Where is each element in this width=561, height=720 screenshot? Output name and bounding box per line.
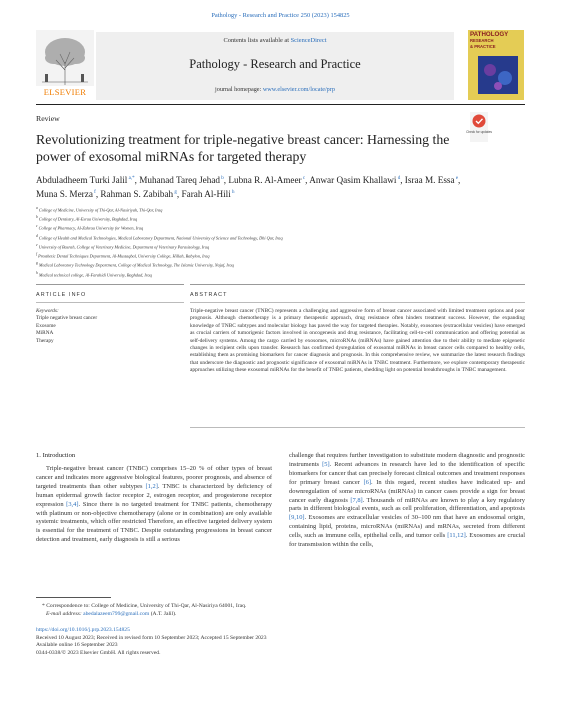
article-info-rule [36, 284, 184, 285]
homepage-prefix: journal homepage: [215, 86, 263, 93]
contents-line [96, 37, 454, 44]
publisher-logo-text: ELSEVIER [43, 87, 87, 97]
author-name: Muna S. Merza [36, 188, 93, 199]
keyword-item: Triple negative breast cancer [36, 315, 98, 322]
affiliation-sup: d [36, 233, 38, 238]
keyword-item: Exosome [36, 322, 56, 329]
citation-link[interactable]: [6] [363, 478, 371, 486]
received-dates: Received 10 August 2023; Received in revised form 10 September 2023; Accepted 15 September 2023 [36, 634, 267, 641]
author-affiliation-sup[interactable]: f [92, 189, 96, 195]
body-text: . Thousands of miRNAs are known to play a key regulatory parts in different biological events, such as cell proliferation, differentiation, and apoptosis [289, 496, 525, 513]
author-name: Israa M. Essa [404, 175, 455, 186]
homepage-link[interactable]: www.elsevier.com/locate/prp [262, 86, 335, 93]
correspondence-footnote [36, 603, 516, 618]
affiliation-list [36, 205, 516, 279]
email-suffix: (A.T. Jalil). [149, 610, 177, 617]
author-affiliation-sup[interactable]: h [230, 189, 235, 195]
body-text: . TNBC is characterized by deficiency of human epidermal growth factor receptor 2, estrogen receptor, and progesterone receptor expression [36, 482, 272, 508]
intro-column-left [36, 465, 272, 545]
author-item[interactable] [139, 175, 224, 185]
author-item[interactable] [228, 175, 305, 185]
body-text: . Exosomes are extracellular vesicles of 30–100 nm that have an endosomal origin, containing lipid, proteins, microRNAs (miRNAs) and mRNAs, secreted from different cells, such as immune cells, epithelial cells, and tumor cells [289, 514, 525, 540]
author-affiliation-sup[interactable]: g [173, 189, 177, 195]
affiliation-text: Medical technical college, Al-Farahidi University, Baghdad, Iraq [37, 271, 152, 277]
author-name: Lubna R. Al-Ameer [228, 175, 302, 186]
abstract-bottom-rule [190, 427, 525, 428]
contents-prefix: Contents lists available at [223, 37, 291, 44]
author-name: Abduladheem Turki Jalil [36, 175, 128, 186]
body-text: . Since there is no targeted treatment for TNBC patients, chemotherapy with platinum or non-objective chemotherapy (alone or in combination) are only available systemic treatments, which offer restricted Therefore, an effective targeted delivery system is essential for the treatment of TNBC. Despite outstanding progressions in breast cancer detection and treatment, early diagnosis is still a serious [36, 500, 272, 544]
author-affiliation-sup[interactable]: a,* [127, 176, 135, 181]
author-list: Abduladheem Turki Jalil $^{a,*}$, Muhanad Tareq Jehad $^b$, Lubna R. Al-Ameer $^c$, Anwar Qasim Khallawi $^d$, Israa M. Essa $^e$, Muna S. Merza $^f$, Rahman S. Zabibah $^g$, Farah Al-Hili $^h$ [36, 175, 461, 199]
affiliation-text: College of Pharmacy, Al-Zahraa University for Women, Iraq [37, 225, 144, 231]
affiliation-item [36, 233, 516, 242]
author-affiliation-sup[interactable]: d [396, 176, 401, 181]
body-text: challenge that requires further investigation to substitute modern diagnostic and prognostic instruments [289, 452, 525, 468]
cover-title-line-1: PATHOLOGY [470, 31, 509, 38]
affiliation-item [36, 260, 516, 269]
citation-link[interactable]: [9,10] [289, 514, 305, 522]
author-affiliation-sup[interactable]: b [220, 176, 224, 181]
affiliation-sup: f [36, 252, 37, 257]
email-link[interactable]: abedalazeem799@gmail.com [83, 610, 150, 617]
affiliation-item [36, 223, 516, 232]
affiliation-text: Prosthetic Dental Techniques Department, Al-Mustaqbal, University College, Hillah, Babylon, Iraq [37, 253, 210, 259]
homepage-line [96, 86, 454, 93]
affiliation-text: College of Dentistry, Al-Esraa University, Baghdad, Iraq [37, 216, 138, 222]
sciencedirect-link[interactable]: ScienceDirect [290, 37, 327, 44]
affiliation-text: College of Health and Medical Technologies, Medical Laboratory Department, National University of Science and Technology, Dhi Qar, Iraq [37, 235, 283, 241]
author-name: Farah Al-Hili [181, 188, 231, 199]
affiliation-sup: c [36, 224, 38, 229]
author-item[interactable] [36, 175, 135, 185]
affiliation-item [36, 242, 516, 251]
correspondence-text: * Correspondence to: College of Medicine, University of Thi-Qar, Al-Nasiriya 64001, Iraq. [42, 603, 247, 609]
cover-image [478, 56, 518, 94]
citation-link[interactable]: [7,8] [350, 496, 363, 504]
article-info-rule-thin [36, 302, 184, 303]
keywords-label: Keywords: [36, 308, 59, 314]
running-head: Pathology - Research and Practice 250 (2023) 154825 [211, 12, 350, 19]
author-item[interactable] [182, 189, 235, 199]
footnote-rule [36, 597, 111, 598]
abstract-text: Triple-negative breast cancer (TNBC) represents a challenging and aggressive form of breast cancer associated with limited treatment options and poor prognosis. Although chemotherapy is a primary therapeutic approach, drug resistance often hinders treatment success. However, the expanding knowledge of TNBC subtypes and molecular biology has paved the way for targeted therapies. Notably, exosomes (extracellular vesicles) have emerged as crucial carriers of tumorigenic factors involved in oncogenesis and drug resistance, facilitating cell-to-cell communication and offering potential as self-delivery systems. Among the cargo carried by exosomes, microRNAs (miRNAs) have gained attention due to their ability to mediate epigenetic changes in recipient cells upon transfer. Research has confirmed dysregulation of exosomal miRNAs in breast cancer cells compared to healthy cells, establishing them as promising biomarkers for cancer diagnosis and prognosis. In this comprehensive review, we summarize the latest research findings that underscore the diagnostic and prognostic significance of exosomal miRNAs in TNBC treatment. Furthermore, we explore contemporary therapeutic approaches utilizing these exosomal miRNAs for the benefit of TNBC patients, shedding light on potential breakthroughs in TNBC management. [190, 308, 525, 374]
cover-title-line-2: RESEARCH [470, 38, 494, 43]
affiliation-item [36, 251, 516, 260]
available-online: Available online 16 September 2023 [36, 642, 118, 649]
copyright: 0344-0338/© 2023 Elsevier GmbH. All rights reserved. [36, 649, 161, 656]
citation-link[interactable]: [1,2] [145, 482, 158, 490]
doi-link[interactable]: https://doi.org/10.1016/j.prp.2023.154825 [36, 627, 130, 633]
check-for-updates-label: Check for updates [466, 130, 492, 134]
abstract-heading: ABSTRACT [190, 292, 228, 298]
author-item[interactable] [405, 175, 458, 185]
affiliation-item [36, 214, 516, 223]
affiliation-text: Medical Laboratory Technology Department, College of Medical Technology, The Islamic University, Najaf, Iraq [37, 262, 234, 268]
author-name: Muhanad Tareq Jehad [139, 175, 221, 186]
author-name: Rahman S. Zabibah [100, 188, 174, 199]
body-text: . Exosomes are crucial for transmission within the cells, [289, 532, 525, 549]
article-title: Revolutionizing treatment for triple-negative breast cancer: Harnessing the power of exosomal miRNAs for targeted therapy [36, 132, 450, 164]
author-affiliation-sup[interactable]: c [301, 176, 306, 181]
citation-link[interactable]: [3,4] [66, 500, 79, 508]
keyword-item: Therapy [36, 337, 54, 344]
affiliation-sup: g [36, 261, 38, 266]
affiliation-item [36, 270, 516, 279]
journal-name: Pathology - Research and Practice [189, 57, 361, 71]
cover-title-line-3: & PRACTICE [470, 44, 496, 49]
affiliation-sup: e [36, 242, 38, 247]
article-type: Review [36, 114, 60, 123]
citation-link[interactable]: [11,12] [447, 532, 466, 540]
affiliation-item [36, 205, 516, 214]
affiliation-text: College of Medicine, University of Thi-Qar, Al-Nasiriyah, Thi-Qar, Iraq [37, 207, 163, 213]
section-heading-introduction: 1. Introduction [36, 452, 76, 459]
author-item[interactable] [100, 189, 176, 199]
affiliation-text: University of Basrah, College of Veterinary Medicine, Department of Veterinary Parasitology, Iraq [37, 244, 210, 250]
citation-link[interactable]: [5] [322, 460, 330, 468]
author-item[interactable] [309, 175, 400, 185]
affiliation-sup: b [36, 215, 38, 220]
affiliation-sup: a [36, 206, 38, 210]
publication-info [36, 627, 516, 657]
header-rule [36, 104, 525, 105]
body-text: . Recent advances in research have led to the identification of specific biomarkers for cancer that can precisely forecast clinical outcomes and treatment responses for primary breast cancer [289, 460, 525, 486]
journal-cover-title [470, 32, 522, 50]
body-text: Triple-negative breast cancer (TNBC) comprises 15–20 % of other types of breast cancer and indicates more aggressive biological features, poorer prognosis, and absence of targeted treatments than other subtypes [36, 465, 272, 490]
keywords-block [36, 308, 184, 345]
abstract-rule [190, 284, 525, 285]
check-for-updates-icon[interactable] [466, 112, 492, 142]
affiliation-sup: h [36, 270, 38, 275]
author-affiliation-sup[interactable]: e [454, 176, 459, 181]
abstract-rule-thin [190, 302, 525, 303]
article-info-heading: ARTICLE INFO [36, 292, 87, 298]
email-label: E-mail address: [46, 610, 84, 617]
author-name: Anwar Qasim Khallawi [309, 175, 397, 186]
body-text: . In this regard, recent studies have indicated up- and downregulation of some microRNAs (miRNAs) in cancer cases provide a sign for breast cancer early diagnosis [289, 478, 526, 504]
intro-column-right [289, 452, 525, 550]
author-item[interactable] [36, 189, 96, 199]
keyword-item: MiRNA [36, 330, 54, 337]
email-line [36, 611, 516, 619]
